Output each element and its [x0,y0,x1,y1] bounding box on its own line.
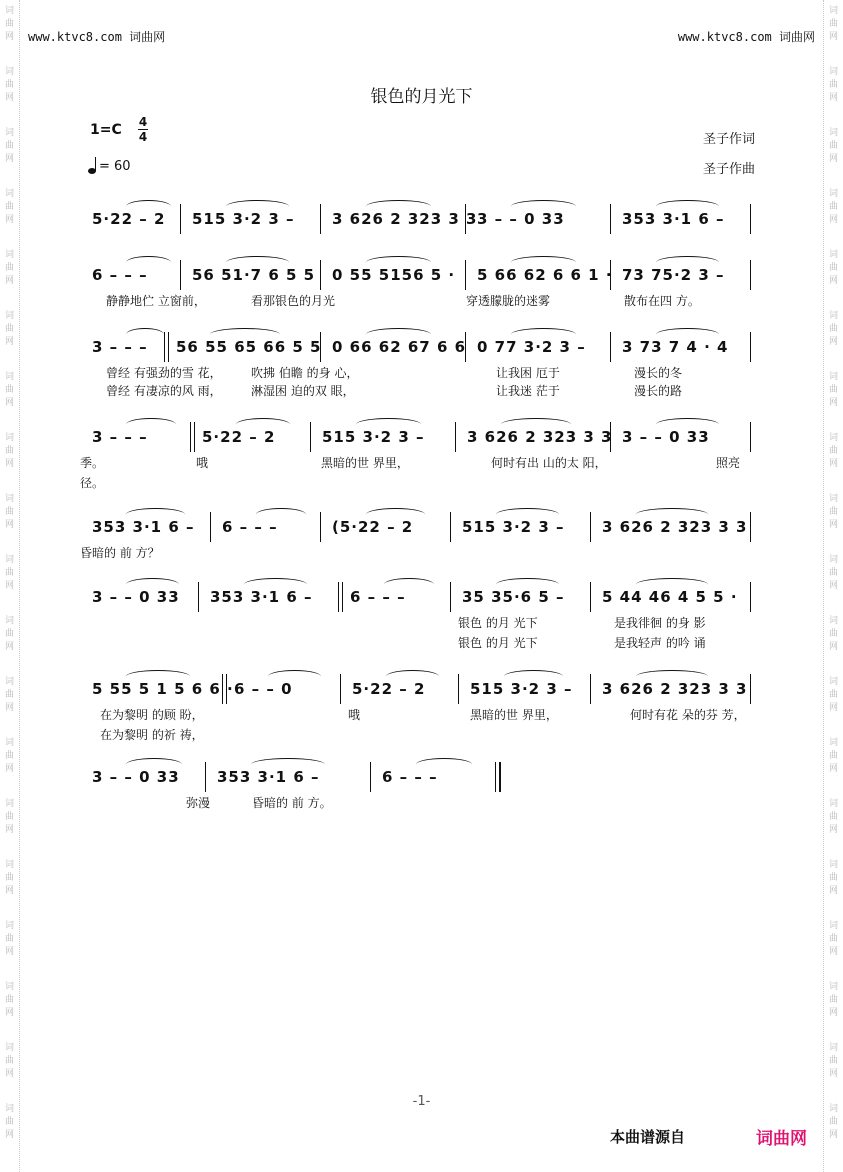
lyric-line: 黑暗的世 界里， [470,708,558,722]
measure: 3 73 7 4 · 4 [622,338,729,356]
notes-row [86,588,756,612]
lyric-line: 漫长的冬 [634,366,683,380]
watermark-char: 网 [828,947,838,957]
slur-mark [126,328,164,341]
watermark-char: 词 [4,433,14,443]
measure: 35 35·6 5 – [462,588,565,606]
watermark-char: 词 [4,311,14,321]
barline [450,582,451,612]
barline [610,260,611,290]
score-system [86,680,756,750]
watermark-char: 曲 [4,324,14,334]
watermark-char: 词 [828,1043,838,1053]
watermark-char: 曲 [4,568,14,578]
watermark-char: 网 [4,276,14,286]
watermark-char: 曲 [828,385,838,395]
score-system [86,338,756,408]
measure: 353 3·1 6 – [92,518,195,536]
watermark-char: 曲 [4,934,14,944]
watermark-char: 网 [4,886,14,896]
measure: 6 – – – [92,266,148,284]
watermark-char: 曲 [4,141,14,151]
barline [750,260,751,290]
watermark-char: 网 [828,154,838,164]
barline [610,332,611,362]
watermark-char: 词 [828,433,838,443]
watermark-char: 词 [828,494,838,504]
barline [590,582,591,612]
lyric-line: 散布在四 方。 [624,294,700,308]
watermark-char: 网 [4,1069,14,1079]
watermark-char: 词 [4,799,14,809]
lyric-line: 昏暗的 前 方？ [80,546,160,560]
measure: 3 – – 0 33 [622,428,710,446]
watermark-char: 网 [828,825,838,835]
watermark-char: 词 [828,189,838,199]
measure: 353 3·1 6 – [217,768,320,786]
measure: 3 – – – [92,338,148,356]
watermark-char: 曲 [828,324,838,334]
barline [750,512,751,542]
barline [465,332,466,362]
watermark-char: 网 [828,581,838,591]
right-watermark-strip [823,0,843,1172]
watermark-char: 词 [4,189,14,199]
slur-mark [244,578,307,591]
lyric-line: 在为黎明 的顾 盼， [100,708,204,722]
slur-mark [636,670,708,683]
watermark-char: 词 [4,616,14,626]
notes-row [86,210,756,234]
watermark-char: 词 [828,616,838,626]
watermark-char: 曲 [828,507,838,517]
song-title: 银色的月光下 [370,87,473,107]
watermark-char: 网 [4,1130,14,1140]
slur-mark [384,578,434,591]
slur-mark [656,200,719,213]
measure: 353 3·1 6 – [210,588,313,606]
lyric-line: 是我轻声 的吟 诵 [614,636,706,650]
measure: 515 3·2 3 – [470,680,573,698]
slur-mark [366,508,425,521]
watermark-char: 曲 [828,934,838,944]
repeat-barline [338,582,339,612]
measure: 515 3·2 3 – [192,210,295,228]
measure: 6 – – – [350,588,406,606]
barline [180,260,181,290]
watermark-char: 词 [828,250,838,260]
watermark-char: 网 [828,215,838,225]
barline [320,204,321,234]
slur-mark [656,418,719,431]
lyric-line: 季。 [80,456,105,470]
slur-mark [511,200,576,213]
watermark-char: 网 [4,703,14,713]
slur-mark [126,256,171,269]
slur-mark [236,418,290,431]
watermark-char: 网 [4,337,14,347]
slur-mark [496,578,559,591]
watermark-char: 曲 [828,751,838,761]
watermark-char: 词 [828,1104,838,1114]
slur-mark [386,670,439,683]
barline [610,204,611,234]
watermark-char: 网 [828,459,838,469]
slur-mark [356,418,421,431]
watermark-char: 曲 [4,19,14,29]
barline [310,422,311,452]
page-number: -1- [412,1094,431,1109]
watermark-char: 曲 [828,80,838,90]
lyric-line: 漫长的路 [634,384,683,398]
watermark-char: 曲 [828,568,838,578]
score-system [86,588,756,658]
watermark-char: 词 [4,494,14,504]
measure: 5 44 46 4 5 5 · [602,588,738,606]
measure: 73 75·2 3 – [622,266,725,284]
watermark-char: 曲 [4,629,14,639]
score-system [86,768,756,838]
watermark-char: 词 [4,738,14,748]
watermark-char: 词 [4,921,14,931]
site-url-left[interactable]: www.ktvc8.com 词曲网 [28,30,166,44]
tempo-marking [88,158,131,174]
watermark-char: 词 [828,372,838,382]
slur-mark [256,508,306,521]
watermark-char: 词 [4,6,14,16]
slur-mark [126,578,179,591]
watermark-char: 网 [828,1069,838,1079]
notes-row [86,518,756,542]
brand-logo[interactable]: 词曲网 [756,1129,807,1149]
watermark-char: 词 [828,6,838,16]
measure: 353 3·1 6 – [622,210,725,228]
watermark-char: 词 [4,67,14,77]
barline [750,674,751,704]
lyric-line: 穿透朦胧的迷雾 [466,294,551,308]
watermark-char: 词 [4,128,14,138]
measure: 515 3·2 3 – [322,428,425,446]
measure: (5·22 – 2 [332,518,414,536]
barline [370,762,371,792]
notes-row [86,768,756,792]
watermark-char: 曲 [4,507,14,517]
slur-mark [656,256,719,269]
watermark-char: 词 [4,250,14,260]
watermark-char: 曲 [828,629,838,639]
watermark-char: 曲 [4,1056,14,1066]
time-denominator: 4 [138,130,148,144]
watermark-char: 网 [828,32,838,42]
watermark-char: 词 [4,1043,14,1053]
notes-row [86,338,756,362]
slur-mark [511,328,576,341]
watermark-char: 词 [828,982,838,992]
lyric-line: 弥漫 [186,796,211,810]
watermark-char: 网 [828,398,838,408]
measure: 5·22 – 2 [92,210,166,228]
measure: 0 55 5156 5 · [332,266,456,284]
watermark-char: 词 [828,921,838,931]
lyric-line: 哦 [196,456,209,470]
key-signature: 1=C [90,122,122,138]
source-label: 本曲谱源自 [610,1128,686,1146]
watermark-char: 网 [4,764,14,774]
barline [458,674,459,704]
watermark-char: 曲 [4,80,14,90]
barline [590,512,591,542]
slur-mark [126,670,190,683]
watermark-char: 网 [4,581,14,591]
lyric-line: 吹拂 伯瞻 的身 心， [251,366,359,380]
notes-row [86,680,756,704]
measure: 3 626 2 323 3 3 [602,680,748,698]
watermark-char: 词 [828,738,838,748]
slur-mark [416,758,472,771]
lyric-line: 径。 [80,476,105,490]
notes-row [86,266,756,290]
slur-mark [126,508,185,521]
watermark-char: 曲 [4,446,14,456]
slur-mark [126,200,171,213]
watermark-char: 曲 [828,141,838,151]
measure: 3 – – 0 33 [92,768,180,786]
slur-mark [504,670,563,683]
slur-mark [126,418,176,431]
watermark-char: 曲 [828,446,838,456]
watermark-char: 网 [828,886,838,896]
lyric-line: 是我徘徊 的身 影 [614,616,706,630]
time-signature [138,116,148,143]
barline [210,512,211,542]
score-system [80,518,756,588]
measure: 515 3·2 3 – [462,518,565,536]
watermark-char: 曲 [4,812,14,822]
barline [465,204,466,234]
slur-mark [636,578,708,591]
measure: 3 626 2 323 3 3 [467,428,613,446]
watermark-char: 曲 [828,19,838,29]
watermark-char: 词 [828,67,838,77]
lyric-line: 让我困 厄于 [496,366,560,380]
lyric-line: 淋湿困 迫的双 眼， [251,384,355,398]
barline [340,674,341,704]
slur-mark [366,328,431,341]
watermark-char: 曲 [828,263,838,273]
measure: 56 55 65 66 5 5 [176,338,322,356]
repeat-barline [190,422,191,452]
repeat-barline [222,674,223,704]
watermark-char: 曲 [4,690,14,700]
barline [320,512,321,542]
lyric-line: 昏暗的 前 方。 [252,796,332,810]
watermark-char: 网 [828,1008,838,1018]
lyric-line: 曾经 有强劲的雪 花， [106,366,222,380]
barline [180,204,181,234]
measure: 5 66 62 6 6 1 · [477,266,613,284]
site-url-right[interactable]: www.ktvc8.com 词曲网 [677,30,815,44]
watermark-char: 网 [4,520,14,530]
barline [455,422,456,452]
quarter-note-icon [88,168,96,174]
notes-row [86,428,756,452]
slur-mark [366,256,431,269]
barline [750,204,751,234]
watermark-char: 网 [4,398,14,408]
slur-mark [366,200,431,213]
lyric-line: 银色 的月 光下 [458,636,538,650]
watermark-char: 网 [4,32,14,42]
barline [450,512,451,542]
measure: 3 – – 0 33 [477,210,565,228]
watermark-char: 曲 [4,873,14,883]
watermark-char: 曲 [828,873,838,883]
measure: 0 66 62 67 6 6 [332,338,467,356]
watermark-char: 曲 [4,995,14,1005]
slur-mark [656,328,719,341]
slur-mark [511,256,576,269]
watermark-char: 网 [828,703,838,713]
measure: 5·22 – 2 [202,428,276,446]
repeat-barline [164,332,165,362]
watermark-char: 网 [828,764,838,774]
lyric-line: 在为黎明 的祈 祷， [100,728,204,742]
watermark-char: 网 [828,1130,838,1140]
lyric-line: 哦 [348,708,361,722]
measure: 6 – – – [382,768,438,786]
lyric-line: 看那银色的月光 [251,294,336,308]
slur-mark [636,508,708,521]
watermark-char: 网 [4,825,14,835]
watermark-char: 曲 [4,202,14,212]
slur-mark [501,418,571,431]
watermark-char: 网 [828,520,838,530]
watermark-char: 网 [828,93,838,103]
barline [205,762,206,792]
watermark-char: 曲 [4,751,14,761]
measure: 0 77 3·2 3 – [477,338,586,356]
watermark-char: 曲 [828,202,838,212]
slur-mark [251,758,325,771]
watermark-char: 网 [4,93,14,103]
score-system [80,428,756,498]
watermark-char: 词 [828,311,838,321]
watermark-char: 曲 [828,812,838,822]
watermark-char: 词 [4,982,14,992]
tempo-value: = 60 [99,158,131,174]
measure: 3 – – 0 33 [92,588,180,606]
slur-mark [268,670,321,683]
barline [590,674,591,704]
barline [750,582,751,612]
watermark-char: 词 [828,799,838,809]
lyric-line: 何时有花 朵的芬 芳， [630,708,746,722]
left-watermark-strip [0,0,20,1172]
watermark-char: 词 [828,860,838,870]
measure: 5 55 5 1 5 6 6 · [92,680,234,698]
watermark-char: 词 [4,677,14,687]
slur-mark [226,256,289,269]
lyric-line: 静静地伫 立窗前， [106,294,206,308]
watermark-char: 网 [4,154,14,164]
score-system [86,266,756,336]
watermark-char: 词 [4,860,14,870]
watermark-char: 曲 [828,995,838,1005]
lyric-line: 让我迷 茫于 [496,384,560,398]
measure: 5·22 – 2 [352,680,426,698]
watermark-char: 曲 [4,1117,14,1127]
barline [320,260,321,290]
slur-mark [210,328,280,341]
watermark-char: 曲 [828,1117,838,1127]
slur-mark [496,508,559,521]
final-barline [495,762,496,792]
slur-mark [226,200,289,213]
measure: 3 626 2 323 3 3 [602,518,748,536]
barline [320,332,321,362]
watermark-char: 词 [4,372,14,382]
barline [750,332,751,362]
barline [750,422,751,452]
watermark-char: 词 [828,677,838,687]
watermark-char: 词 [4,1104,14,1114]
watermark-char: 词 [828,128,838,138]
watermark-char: 网 [828,276,838,286]
lyric-line: 黑暗的世 界里， [321,456,409,470]
composer-credit: 圣子作曲 [702,162,755,177]
watermark-char: 网 [4,1008,14,1018]
watermark-char: 网 [828,642,838,652]
time-numerator: 4 [138,115,148,129]
watermark-char: 曲 [828,1056,838,1066]
watermark-char: 曲 [4,263,14,273]
watermark-char: 词 [4,555,14,565]
watermark-char: 曲 [828,690,838,700]
measure: 3 – – – [92,428,148,446]
measure: 6 – – – [222,518,278,536]
lyric-line: 曾经 有凄凉的风 雨， [106,384,222,398]
lyricist-credit: 圣子作词 [702,132,755,147]
barline [610,422,611,452]
measure: 56 51·7 6 5 5 [192,266,316,284]
watermark-char: 网 [4,459,14,469]
lyric-line: 何时有出 山的太 阳， [491,456,607,470]
lyric-line: 银色 的月 光下 [458,616,538,630]
watermark-char: 网 [4,215,14,225]
barline [198,582,199,612]
measure: 3 626 2 323 3 3 [332,210,478,228]
watermark-char: 网 [4,947,14,957]
measure: 6 – – 0 [234,680,293,698]
barline [465,260,466,290]
watermark-char: 曲 [4,385,14,395]
watermark-char: 词 [828,555,838,565]
slur-mark [126,758,182,771]
watermark-char: 网 [4,642,14,652]
lyric-line: 照亮 [716,456,741,470]
watermark-char: 网 [828,337,838,347]
